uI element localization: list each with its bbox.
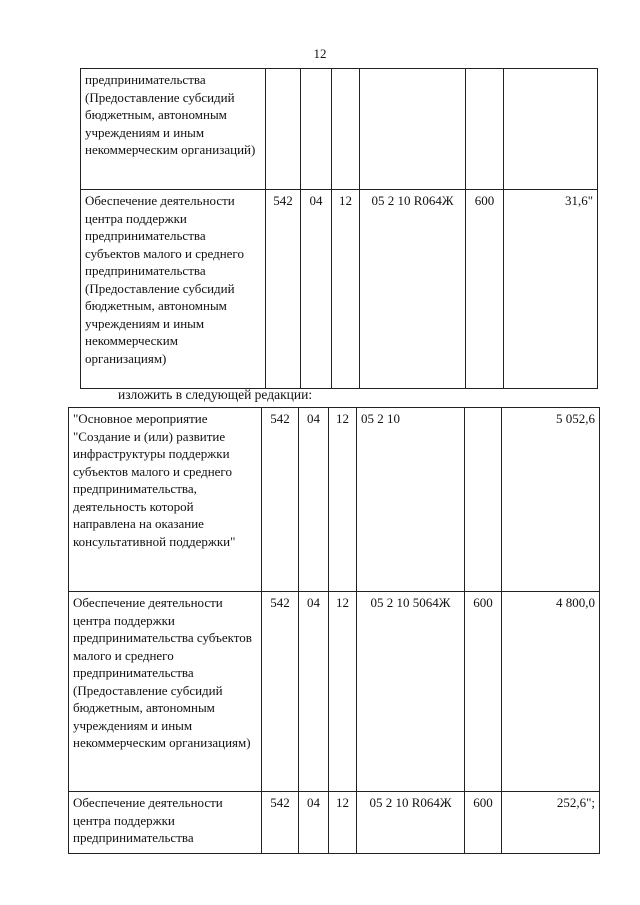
budget-table-new (68, 407, 600, 854)
row-name: Обеспечение деятельности центра поддержки предпринимательства субъектов малого и среднего предпринимательства (Предоставление субсидий бюджетным, автономным учреждениям и иным некоммерческим организациям) (81, 190, 266, 389)
row-sum: 252,6"; (502, 792, 600, 854)
row-sum: 5 052,6 (502, 408, 600, 592)
row-vr (466, 69, 504, 190)
replace-note: изложить в следующей редакции: (118, 387, 313, 402)
row-vr: 600 (465, 792, 502, 854)
row-vr (465, 408, 502, 592)
row-pr (332, 69, 360, 190)
row-ved: 542 (266, 190, 301, 389)
row-rz: 04 (299, 792, 329, 854)
row-pr: 12 (329, 408, 357, 592)
row-pr: 12 (332, 190, 360, 389)
row-csr: 05 2 10 5064Ж (357, 592, 465, 792)
row-sum: 4 800,0 (502, 592, 600, 792)
row-sum: 31,6" (504, 190, 598, 389)
row-csr: 05 2 10 R064Ж (357, 792, 465, 854)
row-rz: 04 (299, 592, 329, 792)
row-rz: 04 (301, 190, 332, 389)
row-vr: 600 (466, 190, 504, 389)
row-pr: 12 (329, 792, 357, 854)
table-row (69, 792, 600, 854)
table-row (81, 69, 598, 190)
row-ved: 542 (262, 408, 299, 592)
table-row (81, 190, 598, 389)
row-csr: 05 2 10 R064Ж (360, 190, 466, 389)
row-ved: 542 (262, 792, 299, 854)
row-csr (360, 69, 466, 190)
row-pr: 12 (329, 592, 357, 792)
row-name: "Основное мероприятие "Создание и (или) развитие инфраструктуры поддержки субъектов малого и среднего предпринимательства, деятельность которой направлена на оказание консультативной поддержки" (69, 408, 262, 592)
row-name: Обеспечение деятельности центра поддержки предпринимательства субъектов малого и среднего предпринимательства (Предоставление субсидий бюджетным, автономным учреждениям и иным некоммерческим организациям) (69, 592, 262, 792)
row-vr: 600 (465, 592, 502, 792)
row-name: предпринимательства (Предоставление субсидий бюджетным, автономным учреждениям и иным некоммерческим организаций) (81, 69, 266, 190)
row-rz (301, 69, 332, 190)
row-name: Обеспечение деятельности центра поддержки предпринимательства (69, 792, 262, 854)
page-number: 12 (313, 46, 327, 61)
row-ved (266, 69, 301, 190)
row-ved: 542 (262, 592, 299, 792)
table-row (69, 592, 600, 792)
row-rz: 04 (299, 408, 329, 592)
table-row (69, 408, 600, 592)
row-csr: 05 2 10 (357, 408, 465, 592)
row-sum (504, 69, 598, 190)
budget-table-old (80, 68, 598, 389)
